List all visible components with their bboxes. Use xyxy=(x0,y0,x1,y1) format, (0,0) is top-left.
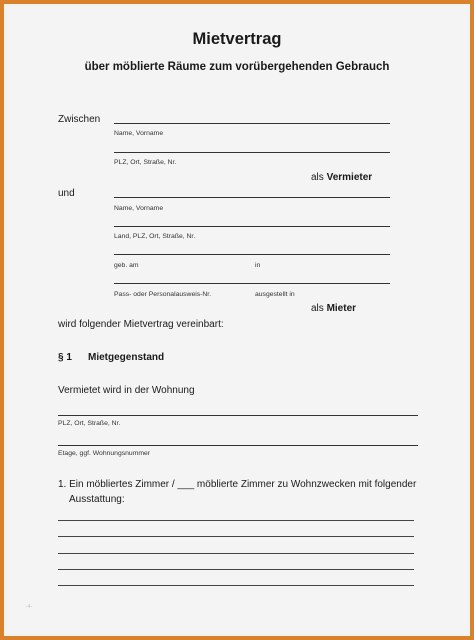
equipment-line[interactable] xyxy=(58,585,414,586)
agreement-text: wird folgender Mietvertrag vereinbart: xyxy=(58,319,224,330)
item1-text: 1. Ein möbliertes Zimmer / ___ möblierte Zimmer zu Wohnzwecken mit folgender xyxy=(58,479,417,490)
section-heading: Mietgegenstand xyxy=(88,352,165,363)
floor-line[interactable] xyxy=(58,445,418,446)
corner-mark: -4- xyxy=(26,604,33,610)
floor-caption: Etage, ggf. Wohnungsnummer xyxy=(58,450,151,457)
tenant-role xyxy=(311,303,356,314)
equipment-line[interactable] xyxy=(58,520,414,521)
tenant-address-line[interactable] xyxy=(114,226,390,227)
als-prefix-2: als xyxy=(311,303,324,314)
als-prefix: als xyxy=(311,172,324,183)
tenant-address-caption: Land, PLZ, Ort, Straße, Nr. xyxy=(114,233,196,240)
tenant-name-line[interactable] xyxy=(114,197,390,198)
document-title: Mietvertrag xyxy=(192,30,282,48)
landlord-address-caption: PLZ, Ort, Straße, Nr. xyxy=(114,159,177,166)
landlord-role xyxy=(311,172,372,183)
section-intro: Vermietet wird in der Wohnung xyxy=(58,385,195,396)
equipment-line[interactable] xyxy=(58,569,414,570)
id-number-caption: Pass- oder Personalausweis-Nr. xyxy=(114,291,212,298)
birth-date-caption: geb. am xyxy=(114,262,139,269)
tenant-birth-line[interactable] xyxy=(114,254,390,255)
tenant-name-caption: Name, Vorname xyxy=(114,205,164,212)
equipment-line[interactable] xyxy=(58,536,414,537)
item1-text-cont: Ausstattung: xyxy=(69,494,125,505)
document-subtitle: über möblierte Räume zum vorübergehenden Gebrauch xyxy=(84,61,390,73)
document-page xyxy=(6,6,468,634)
birth-place-caption: in xyxy=(255,262,261,269)
landlord-address-line[interactable] xyxy=(114,152,390,153)
landlord-name-line[interactable] xyxy=(114,123,390,124)
apartment-address-caption: PLZ, Ort, Straße, Nr. xyxy=(58,420,121,427)
zwischen-label: Zwischen xyxy=(58,114,101,125)
landlord-name-caption: Name, Vorname xyxy=(114,130,164,137)
tenant-role-label: Mieter xyxy=(326,303,357,314)
tenant-id-line[interactable] xyxy=(114,283,390,284)
und-label: und xyxy=(58,188,75,199)
issued-in-caption: ausgestellt in xyxy=(255,291,295,298)
landlord-role-label: Vermieter xyxy=(326,172,373,183)
section-number: § 1 xyxy=(58,352,72,363)
equipment-line[interactable] xyxy=(58,553,414,554)
apartment-address-line[interactable] xyxy=(58,415,418,416)
